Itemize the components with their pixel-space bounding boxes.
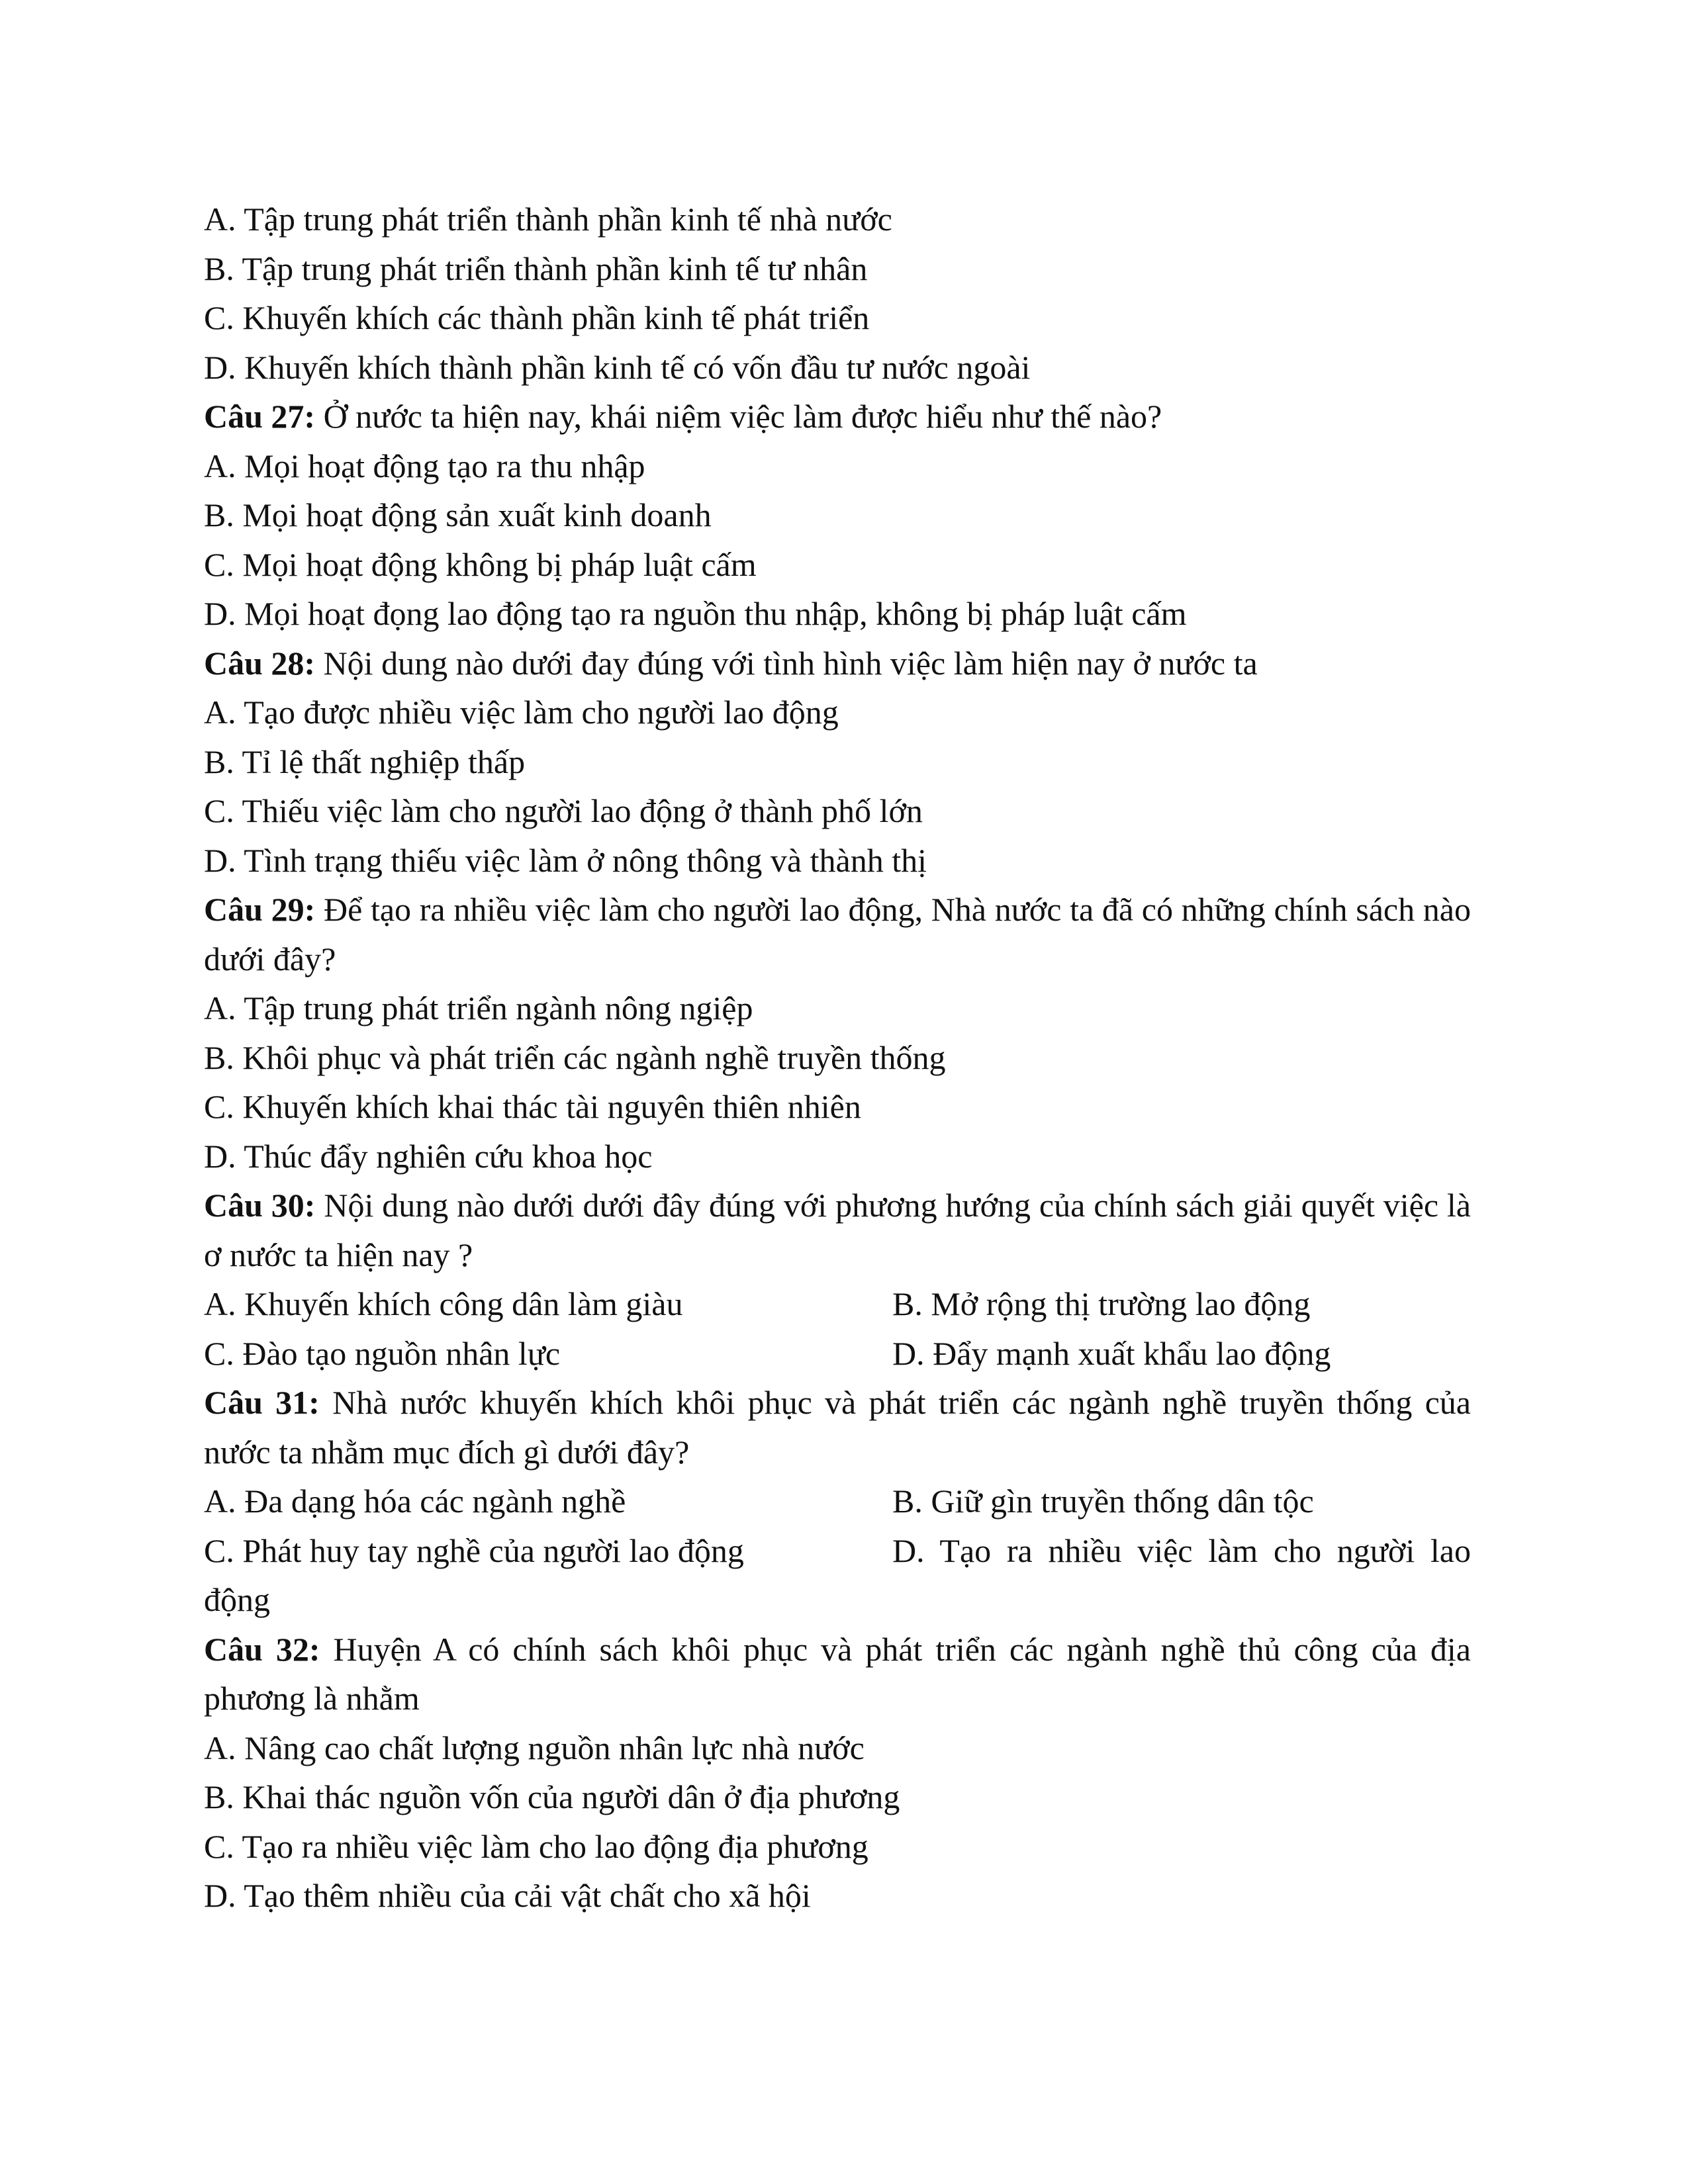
option-line: C. Thiếu việc làm cho người lao động ở thành phố lớn (204, 792, 923, 829)
question-number: Câu 32: (204, 1630, 320, 1668)
option-line: A. Tập trung phát triển ngành nông ngiệp (204, 989, 753, 1026)
option-b: B. Giữ gìn truyền thống dân tộc (892, 1482, 1314, 1520)
option-line: D. Mọi hoạt đọng lao động tạo ra nguồn thu nhập, không bị pháp luật cấm (204, 595, 1187, 632)
option-line: C. Khuyến khích khai thác tài nguyên thiên nhiên (204, 1088, 861, 1125)
option-line: B. Tập trung phát triển thành phần kinh tế tư nhân (204, 250, 868, 287)
option-line: C. Mọi hoạt động không bị pháp luật cấm (204, 545, 757, 583)
option-line: A. Tạo được nhiều việc làm cho người lao động (204, 694, 839, 731)
question-number: Câu 30: (204, 1187, 316, 1224)
option-line: D. Tình trạng thiếu việc làm ở nông thông và thành thị (204, 841, 927, 879)
question-29 (204, 885, 1471, 983)
question-text: Ở nước ta hiện nay, khái niệm việc làm được hiểu như thế nào? (315, 398, 1162, 435)
option-d-continuation: động (204, 1581, 270, 1618)
option-row (204, 1329, 1471, 1379)
option-row (204, 1477, 1471, 1526)
question-30 (204, 1181, 1471, 1279)
question-number: Câu 28: (204, 644, 316, 682)
option-line: C. Tạo ra nhiều việc làm cho lao động địa phương (204, 1827, 868, 1865)
option-line: D. Tạo thêm nhiều của cải vật chất cho xã hội (204, 1877, 811, 1914)
option-a: A. Đa dạng hóa các ngành nghề (204, 1482, 626, 1520)
option-line: D. Khuyến khích thành phần kinh tế có vốn đầu tư nước ngoài (204, 348, 1031, 386)
option-line: B. Khôi phục và phát triển các ngành nghề truyền thống (204, 1038, 946, 1076)
option-line: B. Tỉ lệ thất nghiệp thấp (204, 743, 526, 780)
question-number: Câu 29: (204, 891, 316, 928)
question-number: Câu 27: (204, 398, 316, 435)
question-31 (204, 1378, 1471, 1477)
option-line: B. Mọi hoạt động sản xuất kinh doanh (204, 496, 712, 533)
option-line: C. Khuyến khích các thành phần kinh tế phát triển (204, 299, 870, 336)
question-28 (204, 639, 1471, 688)
question-27 (204, 392, 1471, 441)
question-32 (204, 1625, 1471, 1723)
option-line: A. Mọi hoạt động tạo ra thu nhập (204, 447, 645, 484)
option-c: C. Phát huy tay nghề của người lao động (204, 1531, 744, 1569)
question-text: Để tạo ra nhiều việc làm cho người lao động, Nhà nước ta đã có những chính sách nào dưới đây? (204, 891, 1471, 978)
question-text: Nội dung nào dưới dưới đây đúng với phương hướng của chính sách giải quyết việc là ơ nước ta hiện nay ? (204, 1187, 1471, 1273)
question-number: Câu 31: (204, 1384, 320, 1421)
option-d: D. Tạo ra nhiều việc làm cho người lao (892, 1531, 1471, 1569)
option-row (204, 1526, 1471, 1576)
question-text: Huyện A có chính sách khôi phục và phát triển các ngành nghề thủ công của địa phương là nhằm (204, 1630, 1471, 1717)
option-line: A. Nâng cao chất lượng nguồn nhân lực nhà nước (204, 1729, 865, 1766)
option-a: A. Khuyến khích công dân làm giàu (204, 1285, 683, 1322)
document-page (204, 195, 1471, 1921)
option-row (204, 1279, 1471, 1329)
option-line: D. Thúc đẩy nghiên cứu khoa học (204, 1137, 653, 1175)
option-b: B. Mở rộng thị trường lao động (892, 1285, 1311, 1322)
option-d: D. Đẩy mạnh xuất khẩu lao động (892, 1334, 1331, 1372)
option-line: A. Tập trung phát triển thành phần kinh tế nhà nước (204, 201, 892, 238)
option-c: C. Đào tạo nguồn nhân lực (204, 1334, 561, 1372)
question-text: Nội dung nào dưới đay đúng với tình hình việc làm hiện nay ở nước ta (315, 644, 1258, 682)
question-text: Nhà nước khuyến khích khôi phục và phát triển các ngành nghề truyền thống của nước ta nhằm mục đích gì dưới đây? (204, 1384, 1471, 1471)
option-line: B. Khai thác nguồn vốn của người dân ở địa phương (204, 1778, 900, 1815)
